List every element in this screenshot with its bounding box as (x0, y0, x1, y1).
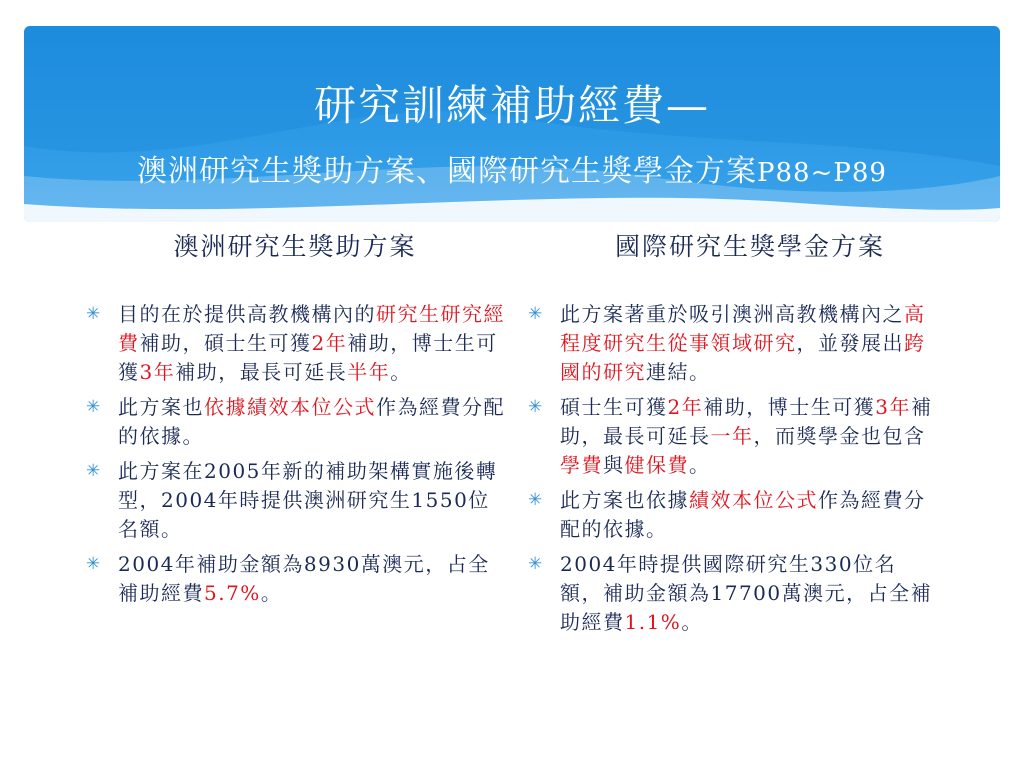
bullet-text-segment: 補助，博士生可獲 (118, 331, 498, 384)
slide-subtitle (24, 154, 1000, 191)
bullet-text-segment: 3年 (139, 360, 176, 384)
bullet-text-segment: 此方案也依據 (560, 488, 689, 512)
bullet-text-segment: 補助，碩士生可獲 (139, 331, 312, 355)
bullet-text-segment: 5.7% (204, 581, 261, 605)
bullet-text-segment: 此方案著重於吸引澳洲高教機構內之 (560, 302, 904, 326)
asterisk-bullet-icon: ✳ (86, 397, 102, 417)
bullet-text-segment: 作為經費分配的依據。 (118, 395, 505, 448)
bullet-text-segment: 2年 (311, 331, 348, 355)
bullet-text-segment: 半年 (347, 360, 391, 384)
asterisk-bullet-icon: ✳ (86, 554, 102, 574)
asterisk-bullet-icon: ✳ (528, 397, 544, 417)
left-column-heading: 澳洲研究生獎助方案 (173, 232, 417, 261)
asterisk-bullet-icon: ✳ (86, 461, 102, 481)
bullet-text-segment: 目的在於提供高教機構內的 (118, 302, 376, 326)
bullet-text-segment: 績效本位公式 (689, 488, 818, 512)
bullet-text-segment: 。 (390, 360, 412, 384)
bullet-text-segment: 此方案在2005年新的補助架構實施後轉型，2004年時提供澳洲研究生1550位名額。 (118, 459, 498, 541)
bullet-item (86, 550, 506, 608)
subtitle-programs: 澳洲研究生獎助方案、國際研究生獎學金方案 (137, 154, 758, 189)
bullet-text-segment: 健保費 (624, 453, 689, 477)
bullet-text-segment: 依據績效本位公式 (204, 395, 376, 419)
bullet-text-segment: 。 (689, 453, 711, 477)
bullet-item (528, 393, 938, 480)
bullet-text-segment: 2年 (667, 395, 704, 419)
bullet-text-segment: 3年 (875, 395, 911, 419)
bullet-text-segment: 與 (603, 453, 625, 477)
bullet-item (528, 300, 938, 387)
asterisk-bullet-icon: ✳ (528, 554, 544, 574)
bullet-text-segment: 碩士生可獲 (560, 395, 668, 419)
bullet-text-segment: ，並發展出 (796, 331, 904, 355)
bullet-text-segment: 一年 (710, 424, 754, 448)
bullet-text-segment: 2004年時提供國際研究生330位名額，補助金額為17700萬澳元，占全補助經費 (560, 552, 933, 634)
right-column-heading: 國際研究生獎學金方案 (614, 232, 885, 261)
bullet-item (86, 457, 506, 544)
bullet-text-segment: 補助，最長可延長 (175, 360, 348, 384)
subtitle-pages: P88~P89 (757, 158, 887, 188)
bullet-text-segment: 補助，最長可延長 (560, 395, 933, 448)
bullet-item (528, 550, 938, 637)
asterisk-bullet-icon: ✳ (528, 304, 544, 324)
asterisk-bullet-icon: ✳ (86, 304, 102, 324)
bullet-item (528, 486, 938, 544)
right-bullet-list (528, 300, 938, 643)
bullet-text-segment: 跨國的研究 (560, 331, 926, 384)
bullet-text-segment: 。 (260, 581, 283, 605)
left-bullet-list (86, 300, 506, 614)
asterisk-bullet-icon: ✳ (528, 490, 544, 510)
title-banner (24, 26, 1000, 222)
bullet-text-segment: 此方案也 (118, 395, 204, 419)
bullet-text-segment: 高程度研究生從事領域研究 (560, 302, 926, 355)
bullet-text-segment: 學費 (560, 453, 603, 477)
slide-title: 研究訓練補助經費— (313, 81, 710, 130)
bullet-text-segment: 。 (681, 610, 703, 634)
bullet-item (86, 393, 506, 451)
bullet-text-segment: 補助，博士生可獲 (703, 395, 876, 419)
bullet-text-segment: 研究生研究經費 (118, 302, 505, 355)
bullet-text-segment: 連結。 (646, 360, 711, 384)
bullet-text-segment: 作為經費分配的依據。 (560, 488, 926, 541)
bullet-text-segment: 1.1% (624, 610, 682, 634)
bullet-text-segment: 2004年補助金額為8930萬澳元，占全補助經費 (118, 552, 490, 605)
bullet-text-segment: ，而獎學金也包含 (753, 424, 926, 448)
bullet-item (86, 300, 506, 387)
